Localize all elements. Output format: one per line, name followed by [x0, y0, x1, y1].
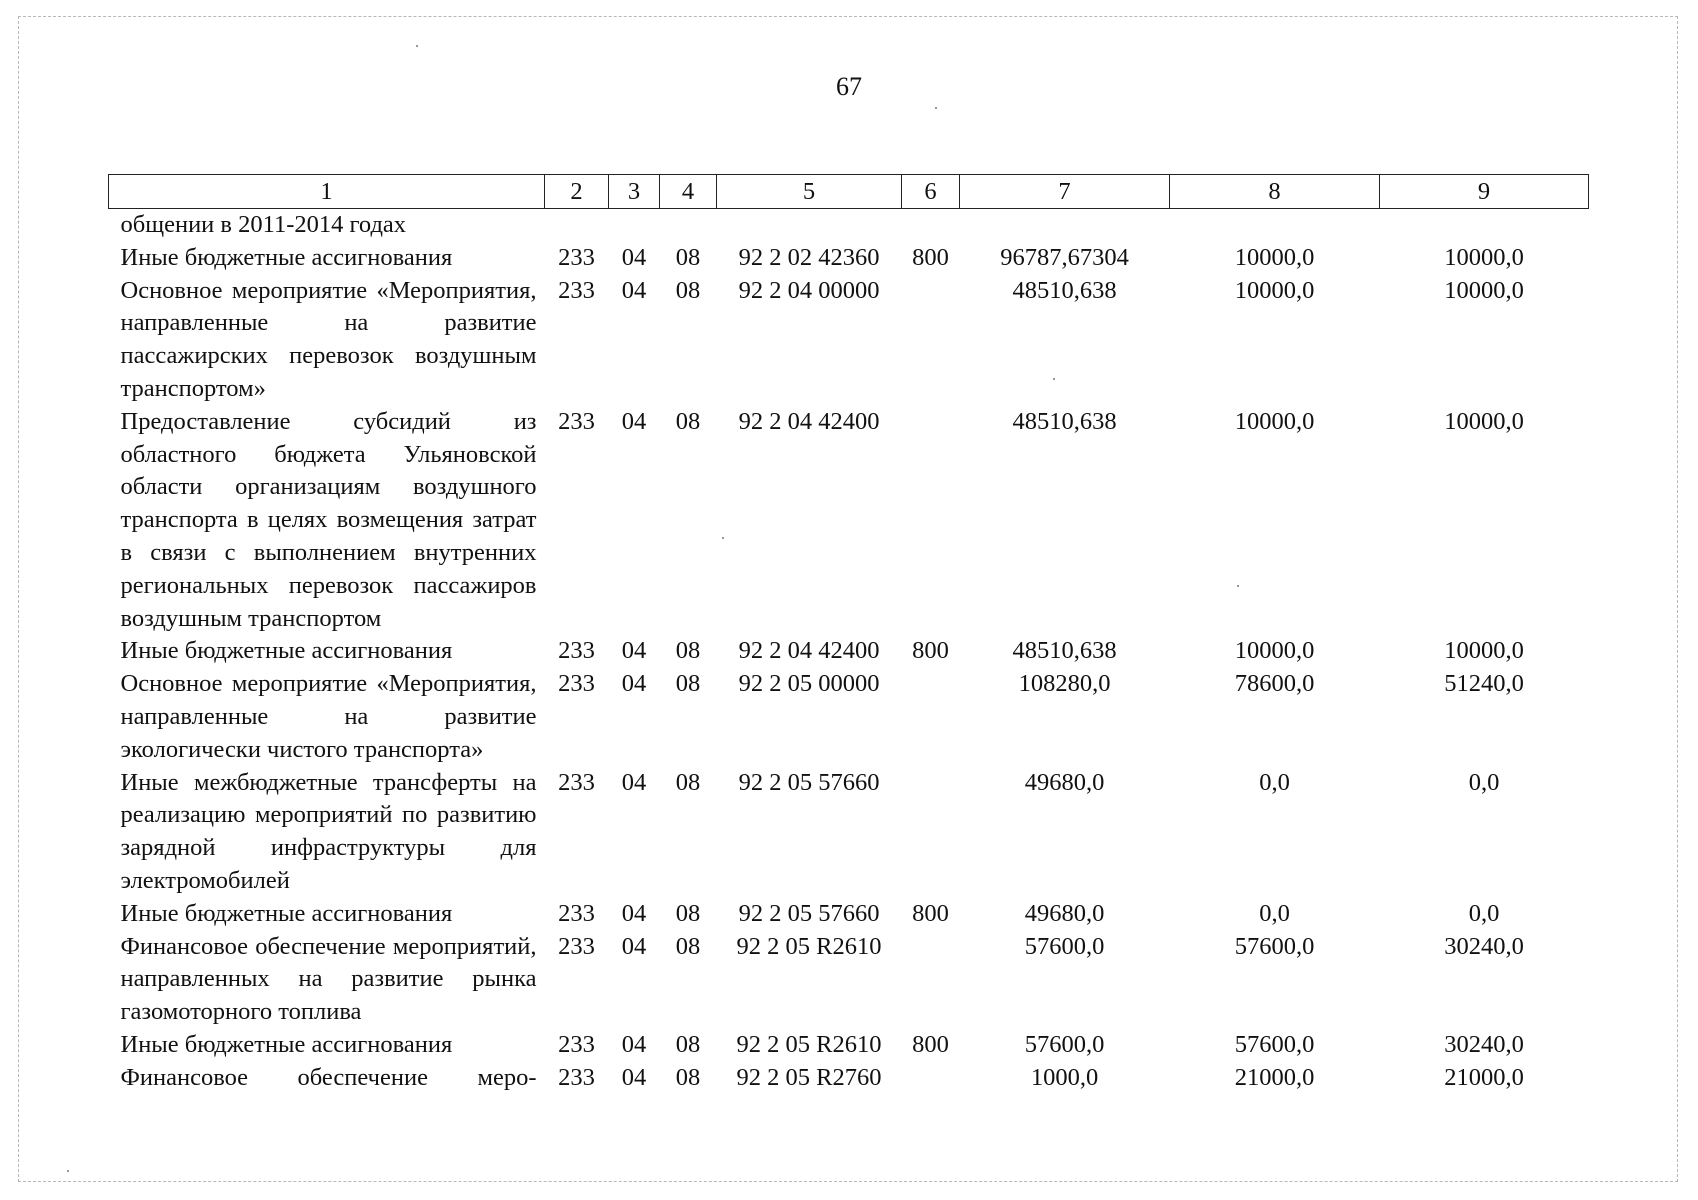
cell-6: 800 — [912, 637, 949, 665]
cell-2: 233 — [558, 670, 595, 698]
cell-6: 800 — [912, 1030, 949, 1058]
row-name: Финансовое обеспечение меро- — [120, 1063, 537, 1091]
scan-speck — [67, 1170, 69, 1172]
cell-7: 48510,638 — [1012, 276, 1117, 304]
table-row — [109, 242, 1589, 275]
table-row — [109, 1062, 1589, 1095]
cell-8: 10000,0 — [1234, 407, 1315, 435]
cell-9 — [1380, 209, 1589, 242]
scan-speck — [722, 537, 724, 539]
row-name: Иные бюджетные ассигнования — [120, 243, 453, 271]
cell-6: 800 — [912, 243, 949, 271]
cell-8: 10000,0 — [1234, 243, 1315, 271]
cell-4: 08 — [675, 637, 701, 665]
cell-2: 233 — [558, 768, 595, 796]
cell-7: 49680,0 — [1024, 768, 1105, 796]
cell-7: 96787,67304 — [1000, 243, 1129, 271]
cell-3: 04 — [621, 243, 647, 271]
cell-7: 108280,0 — [1018, 670, 1111, 698]
cell-9: 10000,0 — [1444, 276, 1524, 304]
table-row — [109, 931, 1589, 1029]
table-row — [109, 406, 1589, 636]
row-name: Иные бюджетные ассигнования — [120, 637, 453, 665]
cell-2: 233 — [558, 407, 595, 435]
row-name: Основное мероприятие «Мероприятия, направленные на развитие пассажирских перевозок воздушным транспортом» — [120, 276, 537, 402]
cell-7: 48510,638 — [1012, 407, 1117, 435]
cell-8: 10000,0 — [1234, 276, 1315, 304]
cell-3: 04 — [621, 768, 647, 796]
cell-6: 800 — [912, 899, 949, 927]
cell-9: 10000,0 — [1444, 637, 1524, 665]
cell-6 — [902, 767, 960, 898]
cell-3: 04 — [621, 276, 647, 304]
cell-9: 30240,0 — [1444, 1030, 1524, 1058]
cell-3: 04 — [621, 899, 647, 927]
cell-5: 92 2 05 R2760 — [736, 1063, 882, 1091]
column-header-5: 5 — [717, 175, 902, 209]
table-row — [109, 898, 1589, 931]
cell-7: 1000,0 — [1030, 1063, 1099, 1091]
cell-4: 08 — [675, 899, 701, 927]
cell-5: 92 2 02 42360 — [738, 243, 880, 271]
cell-8: 0,0 — [1259, 768, 1290, 796]
row-name: Иные бюджетные ассигнования — [120, 899, 453, 927]
cell-8: 57600,0 — [1234, 1030, 1315, 1058]
scan-speck — [1053, 378, 1055, 380]
cell-4: 08 — [675, 932, 701, 960]
table-body — [109, 209, 1589, 1095]
cell-6 — [902, 668, 960, 766]
cell-8 — [1170, 209, 1380, 242]
cell-4: 08 — [675, 1030, 701, 1058]
cell-7: 48510,638 — [1012, 637, 1117, 665]
cell-5: 92 2 05 57660 — [738, 768, 880, 796]
cell-9: 51240,0 — [1444, 670, 1524, 698]
cell-5: 92 2 05 R2610 — [736, 1030, 882, 1058]
cell-2: 233 — [558, 276, 595, 304]
cell-5: 92 2 05 R2610 — [736, 932, 882, 960]
cell-2: 233 — [558, 932, 595, 960]
cell-9: 0,0 — [1468, 899, 1500, 927]
column-header-3: 3 — [609, 175, 660, 209]
cell-9: 0,0 — [1468, 768, 1500, 796]
cell-5 — [717, 209, 902, 242]
cell-2: 233 — [558, 1030, 595, 1058]
cell-8: 78600,0 — [1234, 670, 1315, 698]
cell-6 — [902, 209, 960, 242]
column-header-6: 6 — [902, 175, 960, 209]
cell-9: 21000,0 — [1444, 1063, 1524, 1091]
cell-3: 04 — [621, 670, 647, 698]
cell-4: 08 — [675, 1063, 701, 1091]
column-header-4: 4 — [660, 175, 717, 209]
cell-3: 04 — [621, 1063, 647, 1091]
cell-4 — [660, 209, 717, 242]
cell-3: 04 — [621, 637, 647, 665]
row-name: Иные бюджетные ассигнования — [120, 1030, 453, 1058]
cell-8: 57600,0 — [1234, 932, 1315, 960]
cell-6 — [902, 1062, 960, 1095]
cell-4: 08 — [675, 768, 701, 796]
cell-2: 233 — [558, 637, 595, 665]
cell-5: 92 2 04 42400 — [738, 407, 880, 435]
column-header-8: 8 — [1170, 175, 1380, 209]
row-name: Иные межбюджетные трансферты на реализацию мероприятий по развитию зарядной инфраструктуры для электромобилей — [120, 768, 537, 894]
cell-5: 92 2 05 57660 — [738, 899, 880, 927]
cell-2: 233 — [558, 1063, 595, 1091]
table-row — [109, 209, 1589, 242]
cell-6 — [902, 275, 960, 406]
cell-5: 92 2 05 00000 — [738, 670, 880, 698]
cell-4: 08 — [675, 243, 701, 271]
cell-3: 04 — [621, 407, 647, 435]
cell-3 — [609, 209, 660, 242]
cell-4: 08 — [675, 670, 701, 698]
cell-9: 30240,0 — [1444, 932, 1524, 960]
cell-7: 57600,0 — [1024, 932, 1105, 960]
cell-2: 233 — [558, 243, 595, 271]
header-row — [109, 175, 1589, 209]
column-header-9: 9 — [1380, 175, 1589, 209]
cell-2 — [545, 209, 609, 242]
table-row — [109, 767, 1589, 898]
cell-5: 92 2 04 00000 — [738, 276, 880, 304]
column-header-1: 1 — [109, 175, 545, 209]
row-name: общении в 2011-2014 годах — [120, 211, 407, 238]
table-row — [109, 1029, 1589, 1062]
cell-4: 08 — [675, 276, 701, 304]
table-row — [109, 635, 1589, 668]
scan-speck — [416, 45, 418, 47]
cell-3: 04 — [621, 932, 647, 960]
cell-7 — [960, 209, 1170, 242]
table-row — [109, 275, 1589, 406]
column-header-7: 7 — [960, 175, 1170, 209]
cell-8: 10000,0 — [1234, 637, 1315, 665]
cell-7: 49680,0 — [1024, 899, 1105, 927]
table-row — [109, 668, 1589, 766]
cell-4: 08 — [675, 407, 701, 435]
page-number: 67 — [836, 72, 862, 101]
cell-3: 04 — [621, 1030, 647, 1058]
cell-9: 10000,0 — [1444, 243, 1524, 271]
cell-9: 10000,0 — [1444, 407, 1524, 435]
cell-6 — [902, 931, 960, 1029]
cell-8: 21000,0 — [1234, 1063, 1315, 1091]
row-name: Основное мероприятие «Мероприятия, направленные на развитие экологически чистого транспорта» — [120, 670, 537, 763]
row-name: Финансовое обеспечение мероприятий, направленных на развитие рынка газомоторного топлива — [120, 932, 537, 1026]
table-header — [109, 175, 1589, 209]
row-name: Предоставление субсидий из областного бюджета Ульяновской области организациям воздушного транспорта в целях возмещения затрат в связи с выполнением внутренних региональных перевозок пассажиров воздушным транспортом — [120, 407, 537, 632]
cell-2: 233 — [558, 899, 595, 927]
scan-speck — [935, 107, 937, 109]
cell-6 — [902, 406, 960, 636]
cell-5: 92 2 04 42400 — [738, 637, 880, 665]
cell-7: 57600,0 — [1024, 1030, 1105, 1058]
scan-speck — [1237, 585, 1239, 587]
column-header-2: 2 — [545, 175, 609, 209]
cell-8: 0,0 — [1259, 899, 1290, 927]
budget-table — [108, 174, 1589, 1095]
